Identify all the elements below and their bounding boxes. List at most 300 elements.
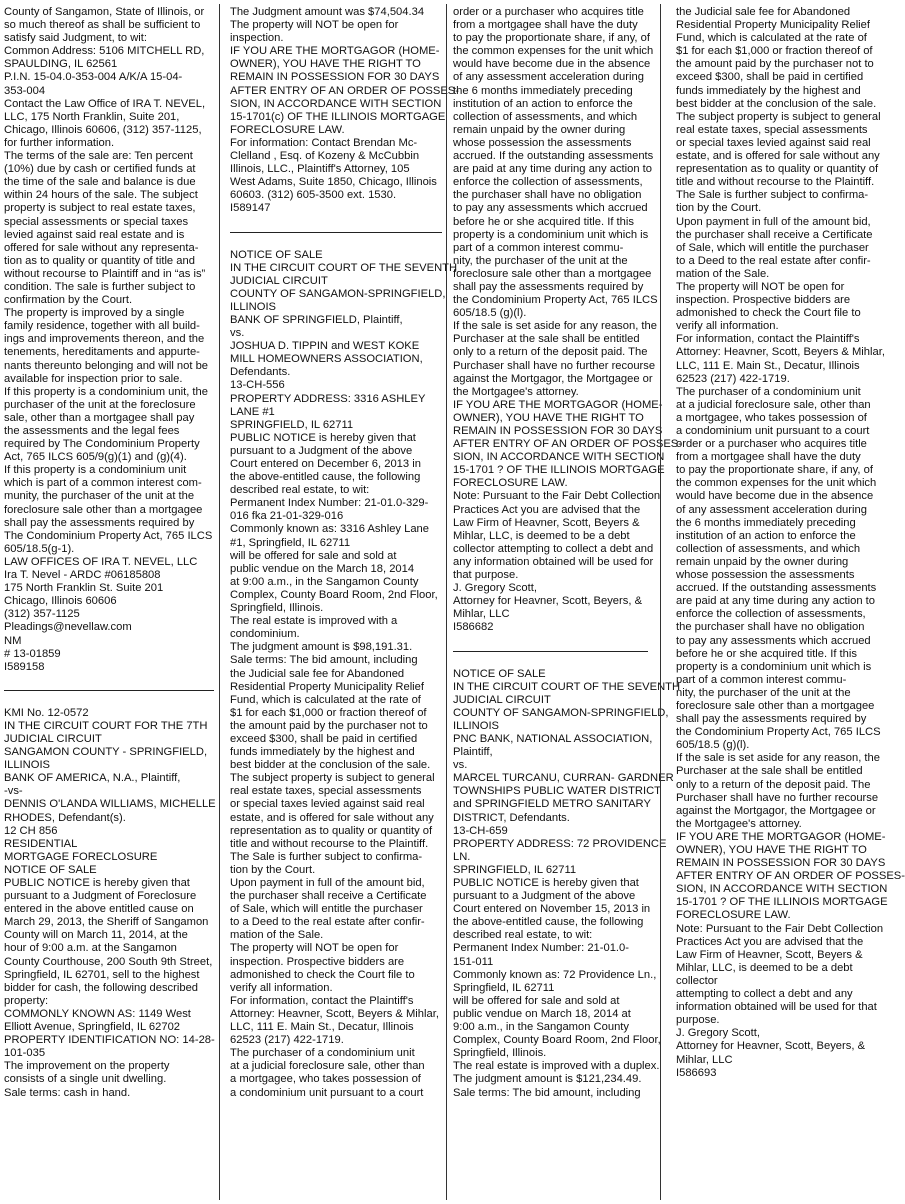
notice-line: public vendue on the March 18, 2014: [230, 562, 415, 575]
column-divider: [219, 4, 220, 1200]
notice-line: required by The Condominium Property: [4, 438, 200, 451]
notice-line: attempting to collect a debt and any: [676, 988, 853, 1001]
notice-line: Commonly known as: 72 Providence Ln.,: [453, 968, 657, 981]
notice-line: real estate taxes, special assessments: [230, 785, 422, 798]
notice-line: SPRINGFIELD, IL 62711: [230, 418, 354, 431]
notice-line: before he or she acquired title. If this: [453, 215, 634, 228]
notice-line: LN.: [453, 850, 471, 863]
notice-separator-rule: [453, 651, 648, 652]
notice-line: 60603. (312) 605-3500 ext. 1530.: [230, 189, 397, 202]
notice-line: Chicago, Illinois 60606, (312) 357-1125,: [4, 123, 202, 136]
column-2: [230, 6, 459, 1198]
notice-line: the amount paid by the purchaser not to: [676, 58, 874, 71]
notice-line: COUNTY OF SANGAMON-SPRINGFIELD,: [230, 287, 446, 300]
notice-line: information obtained will be used for that: [676, 1001, 877, 1014]
notice-separator-rule: [230, 232, 442, 233]
notice-line: Chicago, Illinois 60606: [4, 595, 117, 608]
legal-notice: [453, 6, 682, 635]
notice-line: Sale terms: The bid amount, including: [453, 1086, 641, 1099]
notice-line: described real estate, to wit:: [453, 929, 593, 942]
notice-line: whose possession the assessments: [676, 569, 855, 582]
notice-line: MORTGAGE FORECLOSURE: [4, 850, 158, 863]
notice-line: Purchaser at the sale shall be entitled: [453, 333, 640, 346]
notice-line: the above-entitled cause, the following: [230, 471, 421, 484]
notice-line: I586693: [676, 1066, 717, 1079]
notice-line: OWNER), YOU HAVE THE RIGHT TO: [676, 844, 867, 856]
notice-line: The judgment amount is $98,191.31.: [230, 641, 413, 654]
notice-line: PROPERTY ADDRESS: 3316 ASHLEY: [230, 392, 426, 405]
notice-line: Fund, which is calculated at the rate of: [676, 32, 867, 45]
notice-line: IN THE CIRCUIT COURT OF THE SEVENTH: [230, 261, 458, 274]
notice-line: will be offered for sale and sold at: [453, 994, 620, 1007]
notice-line: the Condominium Property Act, 765 ILCS: [453, 294, 658, 307]
notice-line: Note: Pursuant to the Fair Debt Collection: [453, 490, 661, 503]
notice-line: IF YOU ARE THE MORTGAGOR (HOME-: [230, 45, 440, 58]
notice-line: the above-entitled cause, the following: [453, 916, 644, 929]
notice-line: mation of the Sale.: [230, 929, 324, 942]
notice-line: property:: [4, 994, 49, 1007]
notice-line: public vendue on March 18, 2014 at: [453, 1007, 631, 1020]
notice-separator-rule: [4, 690, 214, 691]
notice-line: MARCEL TURCANU, CURRAN- GARDNER: [453, 772, 674, 785]
legal-notice: [676, 6, 905, 1080]
notice-line: foreclosure sale other than a mortgagee: [4, 503, 203, 516]
notice-line: The Condominium Property Act, 765 ILCS: [4, 529, 213, 542]
notice-line: the assessments and the legal fees: [4, 425, 180, 437]
notice-line: without recourse to Plaintiff and in “as is”: [4, 267, 206, 280]
notice-line: foreclosure sale other than a mortgagee: [676, 699, 875, 712]
notice-line: Residential Property Municipality Relief: [230, 680, 425, 693]
notice-line: 605/18.5(g-1).: [4, 542, 75, 555]
notice-line: Residential Property Municipality Relief: [676, 19, 871, 32]
notice-line: sale, other than a mortgagee shall pay: [4, 411, 195, 424]
notice-line: against the Mortgagor, the Mortgagee or: [676, 804, 876, 817]
notice-line: (312) 357-1125: [4, 608, 80, 621]
notice-line: 605/18.5 (g)(l).: [676, 739, 750, 752]
notice-line: accrued. If the outstanding assessments: [453, 150, 654, 163]
notice-line: County will on March 11, 2014, at the: [4, 929, 188, 942]
notice-line: Contact the Law Office of IRA T. NEVEL,: [4, 97, 206, 110]
notice-line: tion by the Court.: [676, 202, 762, 215]
notice-line: entered in the above entitled cause on: [4, 903, 194, 916]
notice-line: nity, the purchaser of the unit at the: [453, 254, 628, 267]
notice-line: TOWNSHIPS PUBLIC WATER DISTRICT: [453, 785, 662, 798]
notice-line: Clelland , Esq. of Kozeny & McCubbin: [230, 150, 420, 163]
column-3: [453, 6, 682, 1198]
notice-line: to a Deed to the real estate after confir-: [676, 254, 871, 267]
notice-line: inspection.: [230, 32, 284, 45]
notice-line: remain unpaid by the owner during: [676, 555, 849, 568]
notice-line: inspection. Prospective bidders are: [230, 955, 405, 968]
notice-line: the common expenses for the unit which: [453, 45, 654, 58]
notice-line: exceed $300, shall be paid in certified: [230, 732, 418, 745]
notice-line: IN THE CIRCUIT COURT FOR THE 7TH: [4, 719, 208, 732]
notice-line: shall pay the assessments required by: [676, 713, 867, 726]
legal-notice: [230, 248, 458, 1100]
column-divider: [446, 4, 447, 1200]
notice-line: Mihlar, LLC: [453, 608, 510, 621]
notice-line: bidder for cash, the following described: [4, 981, 199, 994]
notice-line: that purpose.: [453, 569, 519, 582]
notice-line: REMAIN IN POSSESSION FOR 30 DAYS: [230, 71, 440, 84]
notice-line: I589147: [230, 202, 271, 215]
notice-line: Common Address: 5106 MITCHELL RD,: [4, 45, 205, 58]
notice-line: I586682: [453, 621, 494, 634]
legal-notice: [4, 6, 214, 674]
notice-line: SANGAMON COUNTY - SPRINGFIELD,: [4, 746, 208, 759]
notice-line: MILL HOMEOWNERS ASSOCIATION,: [230, 353, 423, 366]
notice-line: 62523 (217) 422-1719.: [676, 372, 790, 385]
notice-line: Upon payment in full of the amount bid,: [230, 877, 425, 889]
notice-line: munity, the purchaser of the unit at the: [4, 490, 195, 503]
notice-line: the Judicial sale fee for Abandoned: [230, 667, 405, 680]
notice-line: Mihlar, LLC: [676, 1053, 733, 1066]
notice-line: PROPERTY IDENTIFICATION NO: 14-28-: [4, 1034, 215, 1047]
notice-line: Note: Pursuant to the Fair Debt Collection: [676, 922, 884, 935]
notice-line: from a mortgagee shall have the duty: [453, 19, 638, 32]
notice-line: The real estate is improved with a duplex.: [453, 1060, 660, 1073]
notice-line: DISTRICT, Defendants.: [453, 811, 570, 824]
notice-line: Sale terms: The bid amount, including: [230, 654, 418, 667]
notice-line: NOTICE OF SALE: [453, 667, 546, 680]
notice-line: 13-CH-556: [230, 379, 285, 392]
notice-line: from a mortgagee shall have the duty: [676, 451, 861, 464]
notice-line: the amount paid by the purchaser not to: [230, 719, 428, 732]
notice-line: OWNER), YOU HAVE THE RIGHT TO: [230, 58, 421, 71]
notice-line: Ira T. Nevel - ARDC #06185808: [4, 569, 161, 582]
notice-line: a condominium unit pursuant to a court: [230, 1086, 424, 1099]
notice-line: at a judicial foreclosure sale, other than: [676, 398, 871, 411]
column-1: [4, 6, 214, 1198]
notice-line: purchaser of the unit at the foreclosure: [4, 398, 196, 411]
notice-line: part of a common interest commu-: [676, 673, 847, 686]
notice-line: the Mortgagee's attorney.: [676, 817, 802, 830]
legal-notice: [453, 667, 681, 1100]
notice-line: PUBLIC NOTICE is hereby given that: [453, 877, 639, 889]
notice-line: only to a return of the deposit paid. The: [453, 346, 648, 359]
notice-line: The terms of the sale are: Ten percent: [4, 150, 193, 163]
notice-line: # 13-01859: [4, 647, 61, 660]
notice-line: 101-035: [4, 1047, 46, 1060]
notice-line: are paid at any time during any action to: [453, 163, 653, 176]
notice-line: #1, Springfield, IL 62711: [230, 536, 351, 549]
notice-line: REMAIN IN POSSESSION FOR 30 DAYS: [453, 425, 663, 437]
notice-line: remain unpaid by the owner during: [453, 123, 626, 136]
notice-line: are paid at any time during any action to: [676, 595, 876, 608]
legal-notice: [4, 707, 214, 1100]
notice-line: of any assessment acceleration during: [676, 503, 867, 516]
notice-line: pursuant to a Judgment of the above: [453, 890, 636, 903]
notice-line: The Sale is further subject to confirma-: [676, 189, 869, 202]
notice-line: FORECLOSURE LAW.: [230, 123, 345, 136]
notice-line: The Judgment amount was $74,504.34: [230, 6, 425, 18]
notice-line: 353-004: [4, 84, 46, 97]
notice-line: part of a common interest commu-: [453, 241, 624, 254]
notice-line: nants thereunto belonging and will not be: [4, 359, 209, 372]
notice-line: consists of a single unit dwelling.: [4, 1073, 167, 1086]
notice-line: DENNIS O'LANDA WILLIAMS, MICHELLE: [4, 798, 216, 811]
notice-line: confirmation by the Court.: [4, 294, 133, 307]
notice-line: or special taxes levied against said real: [230, 798, 425, 811]
notice-line: accrued. If the outstanding assessments: [676, 582, 877, 595]
notice-line: 62523 (217) 422-1719.: [230, 1034, 344, 1047]
notice-line: NOTICE OF SALE: [230, 248, 323, 261]
notice-line: SION, IN ACCORDANCE WITH SECTION: [453, 451, 665, 464]
notice-line: Springfield, IL 62711: [453, 981, 555, 994]
notice-line: PNC BANK, NATIONAL ASSOCIATION,: [453, 732, 653, 745]
notice-line: Upon payment in full of the amount bid,: [676, 215, 871, 228]
notice-line: representation as to quality or quantity of: [676, 163, 879, 176]
notice-line: 15-1701 ? OF THE ILLINOIS MORTGAGE: [453, 464, 665, 477]
notice-line: LANE #1: [230, 405, 275, 418]
notice-line: funds immediately by the highest and: [230, 746, 415, 759]
notice-line: AFTER ENTRY OF AN ORDER OF POSSES-: [230, 84, 459, 97]
notice-line: vs.: [230, 327, 245, 340]
notice-line: Springfield, IL 62701, sell to the highest: [4, 968, 200, 981]
notice-line: Springfield, Illinois.: [453, 1047, 547, 1060]
notice-line: Illinois, LLC., Plaintiff's Attorney, 105: [230, 163, 410, 176]
notice-line: for further information.: [4, 136, 115, 149]
notice-line: FORECLOSURE LAW.: [676, 909, 791, 922]
notice-line: For information, contact the Plaintiff's: [676, 333, 860, 346]
notice-line: Law Firm of Heavner, Scott, Beyers &: [676, 948, 863, 961]
notice-line: Law Firm of Heavner, Scott, Beyers &: [453, 516, 640, 529]
notice-line: enforce the collection of assessments,: [453, 176, 643, 189]
notice-line: NM: [4, 634, 22, 647]
notice-line: ILLINOIS: [230, 300, 277, 313]
notice-line: AFTER ENTRY OF AN ORDER OF POSSES-: [676, 870, 905, 883]
notice-line: PUBLIC NOTICE is hereby given that: [230, 431, 416, 444]
notice-line: pursuant to a Judgment of the above: [230, 444, 413, 457]
notice-line: 175 North Franklin St. Suite 201: [4, 582, 164, 595]
notice-line: Mihlar, LLC, is deemed to be a debt: [453, 529, 630, 542]
notice-line: Attorney: Heavner, Scott, Beyers & Mihlar,: [230, 1007, 439, 1020]
notice-line: OWNER), YOU HAVE THE RIGHT TO: [453, 411, 644, 424]
notice-line: If this property is a condominium unit, the: [4, 385, 208, 398]
notice-line: LLC, 111 E. Main St., Decatur, Illinois: [676, 359, 860, 372]
notice-line: condominium.: [230, 628, 300, 641]
notice-line: Attorney for Heavner, Scott, Beyers, &: [676, 1040, 866, 1053]
notice-line: which is part of a common interest com-: [4, 477, 202, 490]
notice-line: the 6 months immediately preceding: [453, 84, 633, 97]
notice-line: P.I.N. 15-04.0-353-004 A/K/A 15-04-: [4, 71, 183, 84]
notice-line: collection of assessments, and which: [453, 110, 638, 123]
notice-line: shall pay the assessments required by: [453, 280, 644, 293]
notice-line: the Condominium Property Act, 765 ILCS: [676, 726, 881, 739]
notice-line: before he or she acquired title. If this: [676, 647, 857, 660]
notice-line: at a judicial foreclosure sale, other than: [230, 1060, 425, 1073]
notice-line: Practices Act you are advised that the: [453, 503, 641, 516]
notice-line: title and without recourse to the Plaintiff.: [230, 837, 429, 850]
notice-line: order or a purchaser who acquires title: [453, 6, 644, 18]
notice-line: RESIDENTIAL: [4, 837, 78, 850]
notice-line: the common expenses for the unit which: [676, 477, 877, 490]
notice-line: The property will NOT be open for: [230, 19, 399, 32]
notice-line: The property will NOT be open for: [676, 280, 845, 293]
notice-line: purpose.: [676, 1014, 720, 1027]
notice-line: to a Deed to the real estate after confir-: [230, 916, 425, 929]
notice-line: SION, IN ACCORDANCE WITH SECTION: [676, 883, 888, 896]
notice-line: JUDICIAL CIRCUIT: [4, 732, 102, 745]
notice-line: shall pay the assessments required by: [4, 516, 195, 529]
notice-line: IF YOU ARE THE MORTGAGOR (HOME-: [453, 398, 663, 411]
notice-line: For information: Contact Brendan Mc-: [230, 136, 418, 149]
notice-line: COMMONLY KNOWN AS: 1149 West: [4, 1007, 191, 1020]
notice-line: would have become due in the absence: [453, 58, 651, 71]
notice-line: Springfield, Illinois.: [230, 602, 324, 615]
notice-line: best bidder at the conclusion of the sale.: [676, 97, 877, 110]
notice-line: The Sale is further subject to confirma-: [230, 850, 423, 863]
column-divider: [660, 4, 661, 1200]
notice-line: Complex, County Board Room, 2nd Floor,: [453, 1034, 661, 1047]
notice-line: The improvement on the property: [4, 1060, 170, 1073]
notice-line: admonished to check the Court file to: [676, 307, 861, 320]
notice-line: foreclosure sale other than a mortgagee: [453, 267, 652, 280]
notice-line: of Sale, which will entitle the purchaser: [230, 903, 423, 916]
notice-line: Purchaser shall have no further recourse: [676, 791, 879, 804]
notice-line: The property is improved by a single: [4, 307, 185, 320]
notice-line: best bidder at the conclusion of the sale.: [230, 759, 431, 772]
notice-line: mation of the Sale.: [676, 267, 770, 280]
notice-line: ILLINOIS: [453, 719, 500, 732]
notice-line: levied against said real estate and is: [4, 228, 185, 241]
notice-line: FORECLOSURE LAW.: [453, 477, 568, 490]
notice-line: of Sale, which will entitle the purchaser: [676, 241, 869, 254]
notice-line: Mihlar, LLC, is deemed to be a debt: [676, 961, 853, 974]
notice-line: collector: [676, 974, 718, 987]
notice-line: pursuant to a Judgment of Foreclosure: [4, 890, 197, 903]
notice-line: The subject property is subject to general: [230, 772, 435, 785]
notice-line: hour of 9:00 a.m. at the Sangamon: [4, 942, 177, 955]
notice-line: the Mortgagee's attorney.: [453, 385, 579, 398]
notice-line: would have become due in the absence: [676, 490, 874, 503]
notice-line: Elliott Avenue, Springfield, IL 62702: [4, 1021, 181, 1034]
notice-line: to pay any assessments which accrued: [676, 634, 871, 647]
notice-line: 12 CH 856: [4, 824, 58, 837]
notice-line: the purchaser shall receive a Certificate: [676, 228, 873, 241]
notice-line: The subject property is subject to general: [676, 110, 881, 123]
notice-line: to pay any assessments which accrued: [453, 202, 648, 215]
notice-line: J. Gregory Scott,: [676, 1027, 760, 1040]
notice-line: the 6 months immediately preceding: [676, 516, 856, 529]
notice-line: funds immediately by the highest and: [676, 84, 861, 97]
notice-line: Pleadings@nevellaw.com: [4, 621, 132, 634]
notice-line: or special taxes levied against said real: [676, 136, 871, 149]
notice-line: Defendants.: [230, 366, 291, 379]
notice-line: Purchaser shall have no further recourse: [453, 359, 656, 372]
notice-line: of any assessment acceleration during: [453, 71, 644, 84]
notice-line: ILLINOIS: [4, 759, 51, 772]
notice-line: For information, contact the Plaintiff's: [230, 994, 414, 1007]
notice-line: 151-011: [453, 955, 494, 968]
notice-line: representation as to quality or quantity of: [230, 824, 433, 837]
notice-line: institution of an action to enforce the: [676, 529, 856, 542]
notice-line: SPRINGFIELD, IL 62711: [453, 863, 577, 876]
notice-line: tion as to quality or quantity of title and: [4, 254, 195, 267]
notice-line: property is subject to real estate taxes,: [4, 202, 196, 215]
notice-line: within 24 hours of the sale. The subject: [4, 189, 198, 202]
notice-line: estate, and is offered for sale without any: [230, 811, 434, 824]
notice-line: the purchaser shall have no obligation: [676, 621, 865, 634]
notice-line: so much thereof as shall be sufficient to: [4, 19, 201, 32]
notice-line: and SPRINGFIELD METRO SANITARY: [453, 798, 651, 811]
notice-line: Practices Act you are advised that the: [676, 935, 864, 948]
notice-line: NOTICE OF SALE: [4, 863, 97, 876]
notice-line: only to a return of the deposit paid. The: [676, 778, 871, 791]
notice-line: The judgment amount is $121,234.49.: [453, 1073, 642, 1086]
notice-line: ings and improvements thereon, and the: [4, 333, 205, 346]
notice-line: SPAULDING, IL 62561: [4, 58, 118, 71]
notice-line: Commonly known as: 3316 Ashley Lane: [230, 523, 430, 536]
notice-line: available for inspection prior to sale.: [4, 372, 183, 385]
notice-line: to pay the proportionate share, if any, of: [676, 464, 873, 477]
notice-line: any information obtained will be used for: [453, 555, 654, 568]
notice-line: Fund, which is calculated at the rate of: [230, 693, 421, 706]
notice-line: The real estate is improved with a: [230, 615, 398, 628]
notice-line: County Courthouse, 200 South 9th Street,: [4, 955, 213, 968]
notice-line: condition. The sale is further subject to: [4, 280, 196, 293]
notice-line: LAW OFFICES OF IRA T. NEVEL, LLC: [4, 555, 198, 568]
notice-line: If the sale is set aside for any reason, the: [676, 752, 880, 765]
notice-line: against the Mortgagor, the Mortgagee or: [453, 372, 653, 385]
notice-line: title and without recourse to the Plaintiff.: [676, 176, 875, 189]
notice-line: JOSHUA D. TIPPIN and WEST KOKE: [230, 340, 420, 353]
notice-line: special assessments or special taxes: [4, 215, 189, 228]
notice-line: Attorney: Heavner, Scott, Beyers & Mihlar,: [676, 346, 885, 359]
notice-line: collection of assessments, and which: [676, 542, 861, 555]
notice-line: real estate taxes, special assessments: [676, 123, 868, 136]
notice-line: BANK OF AMERICA, N.A., Plaintiff,: [4, 772, 181, 785]
notice-line: the purchaser shall have no obligation: [453, 189, 642, 202]
notice-line: admonished to check the Court file to: [230, 968, 415, 981]
notice-line: PUBLIC NOTICE is hereby given that: [4, 877, 190, 889]
notice-line: vs.: [453, 759, 468, 772]
notice-line: REMAIN IN POSSESSION FOR 30 DAYS: [676, 857, 886, 870]
notice-line: order or a purchaser who acquires title: [676, 438, 867, 451]
notice-line: IN THE CIRCUIT COURT OF THE SEVENTH: [453, 680, 681, 693]
notice-line: Plaintiff,: [453, 746, 493, 759]
notice-line: satisfy said Judgment, to wit:: [4, 32, 148, 45]
notice-line: family residence, together with all build-: [4, 320, 200, 333]
notice-line: property is a condominium unit which is: [676, 660, 872, 673]
notice-line: Sale terms: cash in hand.: [4, 1086, 131, 1099]
notice-line: a mortgagee, who takes possession of: [676, 411, 867, 424]
notice-line: The purchaser of a condominium unit: [230, 1047, 415, 1060]
notice-line: 13-CH-659: [453, 824, 508, 837]
notice-line: COUNTY OF SANGAMON-SPRINGFIELD,: [453, 706, 669, 719]
notice-line: verify all information.: [230, 981, 333, 994]
notice-line: will be offered for sale and sold at: [230, 549, 397, 562]
notice-line: Attorney for Heavner, Scott, Beyers, &: [453, 595, 643, 608]
column-4: [676, 6, 905, 1198]
notice-line: -vs-: [4, 785, 23, 798]
notice-line: the purchaser shall receive a Certificate: [230, 890, 427, 903]
notice-line: The property will NOT be open for: [230, 942, 399, 955]
notice-line: tenements, hereditaments and appurte-: [4, 346, 200, 359]
notice-line: 016 fka 21-01-329-016: [230, 510, 344, 523]
notice-line: property is a condominium unit which is: [453, 228, 649, 241]
notice-line: 9:00 a.m., in the Sangamon County: [453, 1021, 630, 1034]
notice-line: Act, 765 ILCS 605/9(g)(1) and (g)(4).: [4, 451, 187, 464]
notice-line: Permanent Index Number: 21-01.0-329-: [230, 497, 429, 510]
notice-line: described real estate, to wit:: [230, 484, 370, 497]
notice-line: whose possession the assessments: [453, 136, 632, 149]
notice-line: tion by the Court.: [230, 863, 316, 876]
notice-line: (10%) due by cash or certified funds at: [4, 163, 196, 176]
notice-line: BANK OF SPRINGFIELD, Plaintiff,: [230, 313, 403, 326]
notice-line: 15-1701 ? OF THE ILLINOIS MORTGAGE: [676, 896, 888, 909]
notice-line: County of Sangamon, State of Illinois, or: [4, 6, 205, 18]
